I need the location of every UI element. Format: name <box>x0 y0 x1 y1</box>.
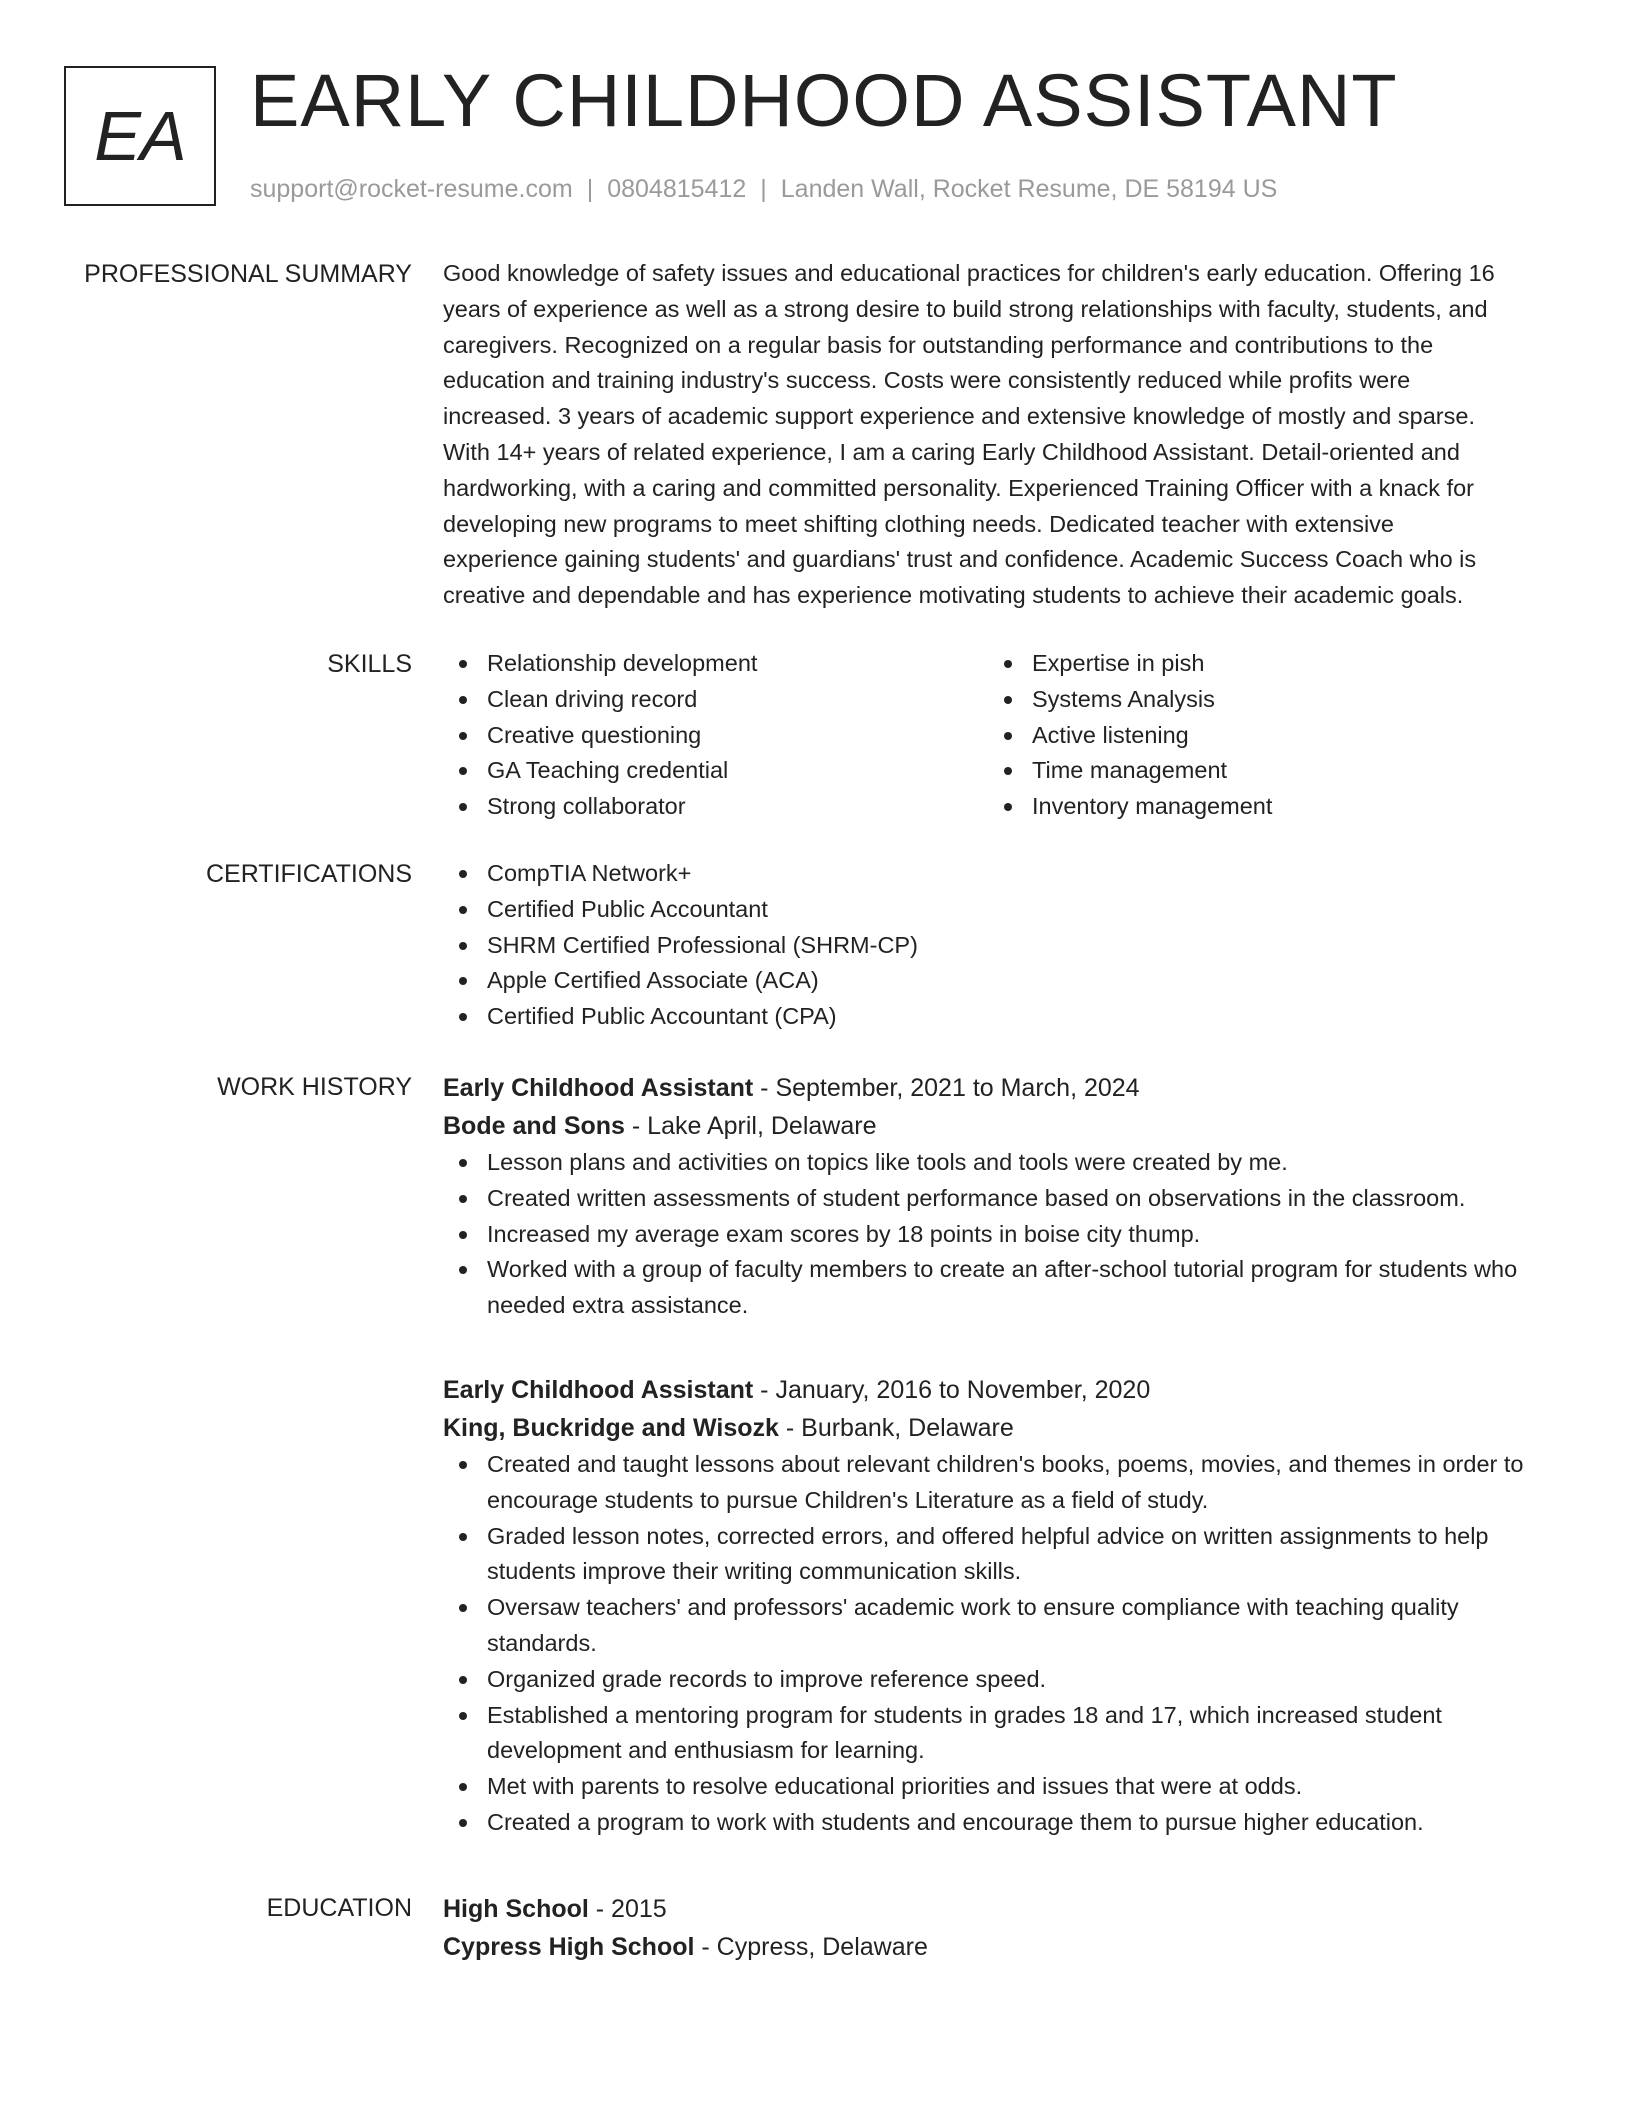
certification-item: SHRM Certified Professional (SHRM-CP) <box>443 928 1553 964</box>
job-title-line <box>443 1069 1553 1107</box>
skills-list-left <box>443 646 988 825</box>
summary-line: increased. 3 years of academic support experience and extensive knowledge of mostly and sparse. <box>443 403 1475 430</box>
summary-line: creative and dependable and has experience motivating students to achieve their academic goals. <box>443 582 1464 609</box>
skills-list-right <box>988 646 1533 825</box>
job-bullet: Created a program to work with students and encourage them to pursue higher education. <box>443 1805 1553 1841</box>
job-bullets <box>443 1145 1553 1324</box>
skill-item: GA Teaching credential <box>443 753 988 789</box>
job-bullet: Lesson plans and activities on topics like tools and tools were created by me. <box>443 1145 1553 1181</box>
job-company: Bode and Sons <box>443 1112 625 1140</box>
job-bullet: Oversaw teachers' and professors' academic work to ensure compliance with teaching quality standards. <box>443 1590 1553 1662</box>
job-company: King, Buckridge and Wisozk <box>443 1414 779 1442</box>
certification-item: Certified Public Accountant <box>443 892 1553 928</box>
skill-item: Time management <box>988 753 1533 789</box>
skill-item: Active listening <box>988 718 1533 754</box>
summary-line: developing new programs to meet shifting clothing needs. Dedicated teacher with extensive <box>443 510 1394 537</box>
job-bullet: Established a mentoring program for students in grades 18 and 17, which increased student development and enthusiasm for learning. <box>443 1698 1553 1770</box>
summary-line: years of experience as well as a strong desire to build strong relationships with faculty, students, and <box>443 295 1488 322</box>
certifications-label: CERTIFICATIONS <box>205 860 412 888</box>
job-bullet: Increased my average exam scores by 18 points in boise city thump. <box>443 1217 1553 1253</box>
job-company-line <box>443 1107 1553 1145</box>
job-title: Early Childhood Assistant <box>443 1074 754 1102</box>
contact-address: Landen Wall, Rocket Resume, DE 58194 US <box>780 175 1278 203</box>
job-bullets <box>443 1447 1553 1841</box>
skill-item: Clean driving record <box>443 682 988 718</box>
summary-line: caregivers. Recognized on a regular basis for outstanding performance and contributions to the <box>443 331 1434 358</box>
skill-item: Systems Analysis <box>988 682 1533 718</box>
certification-item: CompTIA Network+ <box>443 856 1553 892</box>
education-school-line <box>443 1928 1553 1966</box>
education-label: EDUCATION <box>266 1894 412 1922</box>
education-year: - 2015 <box>588 1895 667 1923</box>
contact-email: support@rocket-resume.com <box>250 175 573 203</box>
skills-label: SKILLS <box>327 650 412 678</box>
job-bullet: Worked with a group of faculty members to create an after-school tutorial program for students who needed extra assistance. <box>443 1252 1553 1324</box>
skill-item: Expertise in pish <box>988 646 1533 682</box>
summary-line: Good knowledge of safety issues and educational practices for children's early education. Offering 16 <box>443 260 1495 286</box>
summary-line: education and training industry's success. Costs were consistently reduced while profits were <box>443 367 1411 394</box>
skill-item: Creative questioning <box>443 718 988 754</box>
summary-line: hardworking, with a caring and committed personality. Experienced Training Officer with a knack for <box>443 474 1475 501</box>
job-location: - Burbank, Delaware <box>778 1414 1014 1442</box>
monogram-box <box>64 66 216 206</box>
job-entry <box>443 1371 1553 1841</box>
summary-label: PROFESSIONAL SUMMARY <box>84 260 412 288</box>
skill-item: Strong collaborator <box>443 789 988 825</box>
summary-line: experience gaining students' and guardians' trust and confidence. Academic Success Coach who is <box>443 546 1477 573</box>
education-degree: High School <box>443 1895 589 1923</box>
certification-item: Apple Certified Associate (ACA) <box>443 963 1553 999</box>
job-bullet: Organized grade records to improve reference speed. <box>443 1662 1553 1698</box>
skill-item: Relationship development <box>443 646 988 682</box>
job-title: Early Childhood Assistant <box>443 1376 754 1404</box>
education-school: Cypress High School <box>443 1933 695 1961</box>
monogram-initials: EA <box>94 97 186 175</box>
job-company-line <box>443 1409 1553 1447</box>
job-location: - Lake April, Delaware <box>624 1112 877 1140</box>
skill-item: Inventory management <box>988 789 1533 825</box>
job-dates: - September, 2021 to March, 2024 <box>753 1074 1140 1102</box>
skills-body <box>443 646 1553 825</box>
resume-name-title: EARLY CHILDHOOD ASSISTANT <box>250 59 1398 142</box>
education-body <box>443 1890 1553 1966</box>
certifications-body <box>443 856 1553 1035</box>
summary-body <box>443 256 1553 614</box>
contact-line <box>250 172 1277 206</box>
certification-item: Certified Public Accountant (CPA) <box>443 999 1553 1035</box>
education-location: - Cypress, Delaware <box>694 1933 928 1961</box>
summary-line: With 14+ years of related experience, I am a caring Early Childhood Assistant. Detail-oriented and <box>443 438 1460 465</box>
job-bullet: Created written assessments of student performance based on observations in the classroom. <box>443 1181 1553 1217</box>
education-degree-line <box>443 1890 1553 1928</box>
job-bullet: Met with parents to resolve educational priorities and issues that were at odds. <box>443 1769 1553 1805</box>
job-dates: - January, 2016 to November, 2020 <box>753 1376 1151 1404</box>
job-bullet: Created and taught lessons about relevant children's books, poems, movies, and themes in order to encourage students to pursue Children's Literature as a field of study. <box>443 1447 1553 1519</box>
contact-separator: | <box>586 175 594 203</box>
job-title-line <box>443 1371 1553 1409</box>
contact-separator: | <box>760 175 767 203</box>
job-bullet: Graded lesson notes, corrected errors, and offered helpful advice on written assignments to help students improve their writing communication skills. <box>443 1519 1553 1591</box>
job-entry <box>443 1069 1553 1324</box>
contact-phone: 0804815412 <box>607 175 747 203</box>
work-history-label: WORK HISTORY <box>217 1073 412 1101</box>
certifications-list <box>443 856 1553 1035</box>
